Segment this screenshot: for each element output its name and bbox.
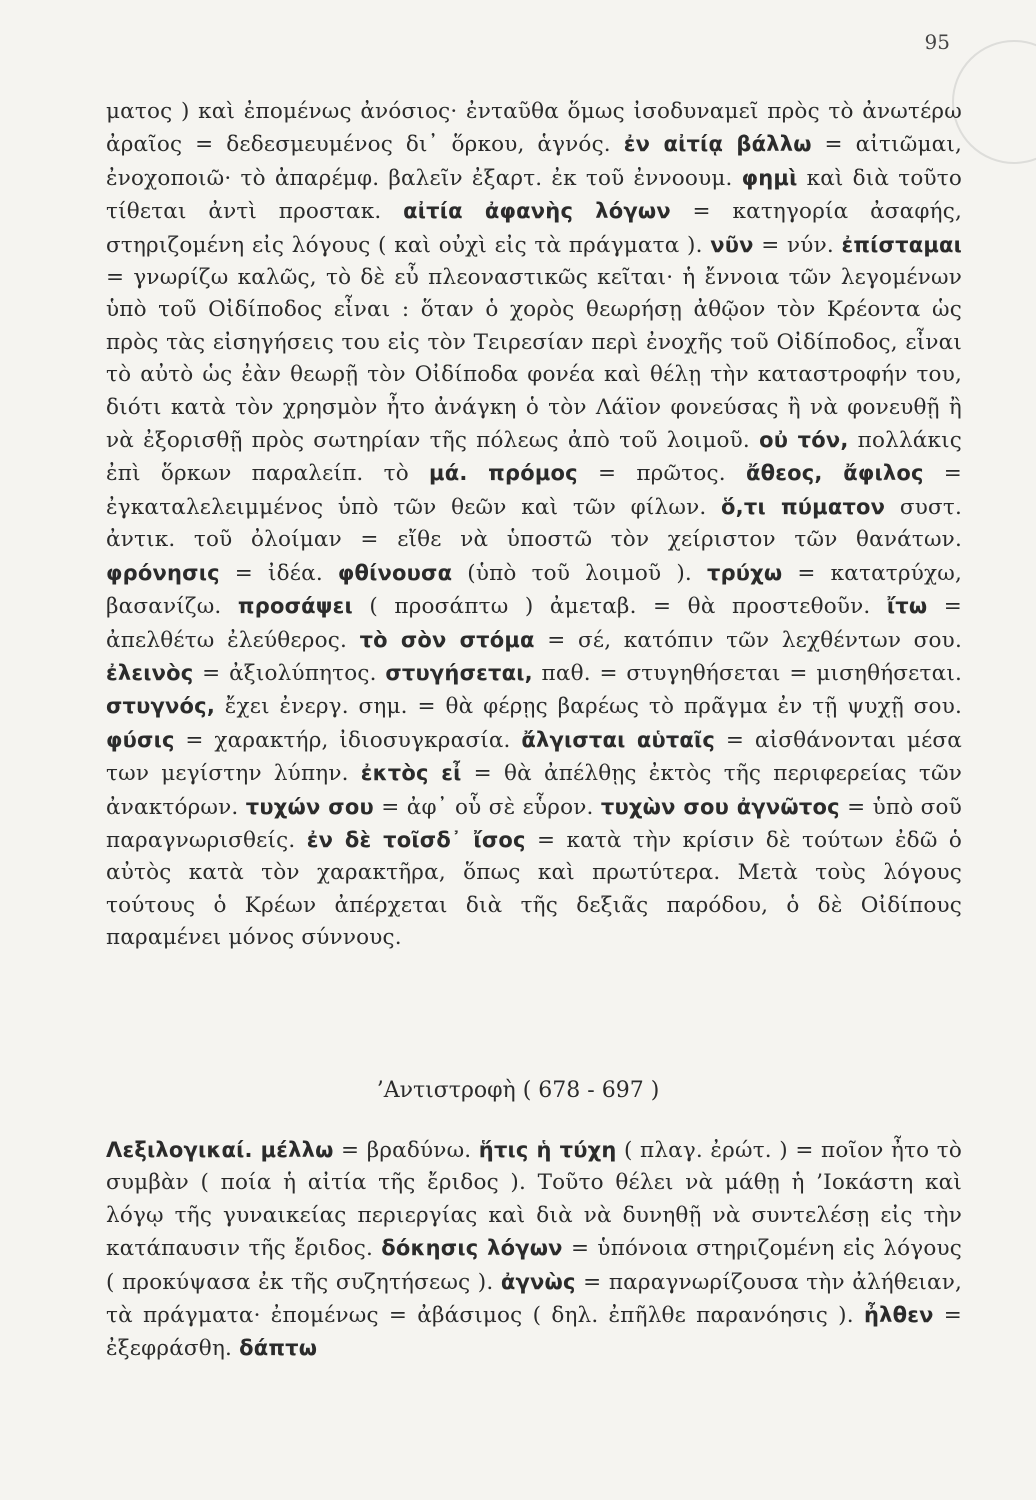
lemma-term: ἥτις ἡ τύχη — [478, 1138, 617, 1162]
gloss-text: = πρῶτος. — [577, 461, 746, 487]
lemma-term: δόκησις λόγων — [381, 1236, 563, 1261]
gloss-text: πολλάκις ἐπὶ ὅρκων παραλείπ. τὸ — [106, 428, 963, 487]
section-heading: ’Αντιστροφὴ ( 678 - 697 ) — [376, 1078, 660, 1103]
lemma-term: οὐ τόν, — [759, 428, 849, 453]
lemma-term: φθίνουσα — [337, 560, 453, 585]
lemma-term: νῦν — [710, 232, 754, 257]
gloss-text: = κατηγορία ἀσαφής, στηριζομένη εἰς λόγους ( καὶ οὐχὶ εἰς τὰ πράγματα ). — [106, 199, 962, 258]
gloss-text: = ἀξιολύπητος. — [193, 660, 386, 686]
gloss-text: ( προσάπτω ) ἀμεταβ. = θὰ προστεθοῦν. — [352, 594, 887, 620]
lemma-term: αἰτία ἀφανὴς λόγων — [403, 199, 671, 224]
lemma-term: φρόνησις — [106, 560, 220, 585]
lemma-term: στυγήσεται, — [385, 660, 533, 685]
commentary-paragraph-1 — [106, 96, 962, 955]
paragraph-text — [106, 1134, 962, 1366]
lemma-term: ὅ,τι πύματον — [721, 494, 886, 519]
gloss-text: = αἰσθάνονται μέσα των μεγίστην λύπην. — [106, 727, 963, 787]
lemma-term: ἀγνὼς — [500, 1269, 576, 1294]
gloss-text: = ὑπόνοια στηριζομένη εἰς λόγους ( προκύψασα ἐκ τῆς συζητήσεως ). — [106, 1236, 962, 1295]
lemma-term: ἐλεινὸς — [106, 660, 194, 685]
lemma-term: ἦλθεν — [863, 1303, 934, 1328]
lemma-term: τὸ σὸν στόμα — [359, 627, 535, 652]
gloss-text: = κατατρύχω, βασανίζω. — [106, 560, 963, 620]
lemma-term: τρύχω — [706, 560, 783, 585]
gloss-text: = νύν. — [753, 232, 842, 258]
gloss-text: = ἀπελθέτω ἐλεύθερος. — [106, 594, 962, 653]
gloss-text: ματος ) καὶ ἐπομένως ἀνόσιος· ἐνταῦθα ὅμως ἰσοδυναμεῖ πρὸς τὸ ἀνωτέρω ἀραῖος = δεδεσμευμένος δι᾽ ὅρκου, ἁγνός. — [106, 99, 962, 158]
lemma-term: στυγνός, — [106, 694, 215, 719]
gloss-text: παθ. = στυγηθήσεται = μισηθήσεται. — [532, 660, 962, 686]
gloss-text: = ἐγκαταλελειμμένος ὑπὸ τῶν θεῶν καὶ τῶν φίλων. — [106, 461, 962, 520]
gloss-text: = βραδύνω. — [333, 1138, 479, 1163]
gloss-text: = κατὰ τὴν κρίσιν δὲ τούτων ἐδῶ ὁ αὐτὸς κατὰ τὸν χαρακτῆρα, ὅπως καὶ πρωτύτερα. Μετὰ τοὺς λόγους τούτους ὁ Κρέων ἀπέρχεται διὰ τῆς δεξιᾶς παρόδου, ὁ δὲ Οἰδίπους παραμένει μόνος σύννους. — [106, 827, 963, 951]
lemma-term: Λεξιλογικαί. μέλλω — [106, 1138, 334, 1162]
lemma-term: ἐν αἰτίᾳ βάλλω — [623, 132, 812, 157]
lemma-term: ἄλγισται αὑταῖς — [521, 727, 716, 752]
library-stamp — [952, 40, 1036, 164]
gloss-text: = χαρακτήρ, ἰδιοσυγκρασία. — [174, 727, 522, 753]
gloss-text: (ὑπὸ τοῦ λοιμοῦ ). — [452, 560, 707, 586]
lemma-term: τυχών σου — [245, 794, 374, 819]
gloss-text: = ἀφ᾽ οὗ σὲ εὗρον. — [373, 794, 601, 820]
gloss-text: = ἰδέα. — [219, 560, 338, 586]
gloss-text: = ἐξεφράσθη. — [106, 1303, 963, 1362]
gloss-text: = σέ, κατόπιν τῶν λεχθέντων σου. — [534, 627, 962, 653]
lemma-term: μά. πρόμος — [429, 461, 578, 486]
gloss-text: καὶ διὰ τοῦτο τίθεται ἀντὶ προστακ. — [106, 165, 962, 225]
gloss-text: ( πλαγ. ἐρώτ. ) = ποῖον ἦτο τὸ συμβὰν ( ποία ἡ αἰτία τῆς ἔριδος ). Τοῦτο θέλει νὰ μάθῃ ἡ ’Ιοκάστη καὶ λόγῳ τῆς γυναικείας περιεργίας καὶ διὰ νὰ δυνηθῇ νὰ συντελέσῃ εἰς τὴν κατάπαυσιν τῆς ἔριδος. — [106, 1138, 963, 1262]
lemma-term: τυχὼν σου ἀγνῶτος — [600, 794, 840, 819]
page-number: 95 — [924, 30, 950, 54]
gloss-text: ἔχει ἐνεργ. σημ. = θὰ φέρῃς βαρέως τὸ πρᾶγμα ἐν τῇ ψυχῇ σου. — [215, 694, 962, 720]
paragraph-text — [106, 96, 962, 955]
gloss-text: συστ. ἀντικ. τοῦ ὀλοίμαν = εἴθε νὰ ὑποστῶ τὸν χείριστον τῶν θανάτων. — [106, 494, 962, 553]
gloss-text: = αἰτιῶμαι, ἐνοχοποιῶ· τὸ ἀπαρέμφ. βαλεῖν ἐξαρτ. ἐκ τοῦ ἐννοουμ. — [106, 132, 962, 191]
commentary-paragraph-2 — [106, 1134, 962, 1366]
gloss-text: = θὰ ἀπέλθῃς ἐκτὸς τῆς περιφερείας τῶν ἀνακτόρων. — [106, 761, 962, 820]
lemma-term: δάπτω — [239, 1336, 318, 1361]
lemma-term: προσάψει — [237, 594, 353, 619]
lemma-term: ἐν δὲ τοῖσδ᾽ ἴσος — [306, 827, 526, 852]
lemma-term: φύσις — [106, 727, 175, 752]
lemma-term: ἐκτὸς εἶ — [360, 761, 462, 786]
gloss-text: = ὑπὸ σοῦ παραγνωρισθείς. — [106, 794, 962, 853]
lemma-term: ἐπίσταμαι — [841, 232, 962, 257]
gloss-text: = παραγνωρίζουσα τὴν ἀλήθειαν, τὰ πράγματα· ἐπομένως = ἀβάσιμος ( δηλ. ἐπῆλθε παρανόησις ). — [106, 1269, 962, 1329]
lemma-term: φημὶ — [741, 165, 798, 190]
gloss-text: = γνωρίζω καλῶς, τὸ δὲ εὖ πλεοναστικῶς κεῖται· ἡ ἔννοια τῶν λεγομένων ὑπὸ τοῦ Οἰδίποδος εἶναι : ὅταν ὁ χορὸς θεωρήσῃ ἀθῷον τὸν Κρέοντα ὡς πρὸς τὰς εἰσηγήσεις του εἰς τὸν Τειρεσίαν περὶ ἐνοχῆς τοῦ Οἰδίποδος, εἶναι τὸ αὐτὸ ὡς ἐὰν θεωρῇ τὸν Οἰδίποδα φονέα καὶ θέλῃ τὴν καταστροφήν του, διότι κατὰ τὸν χρησμὸν ἦτο ἀνάγκη ὁ τὸν Λάϊον φονεύσας ἢ νὰ φονευθῇ ἢ νὰ ἐξορισθῇ πρὸς σωτηρίαν τῆς πόλεως ἀπὸ τοῦ λοιμοῦ. — [106, 265, 962, 454]
lemma-term: ἴτω — [886, 594, 928, 619]
lemma-term: ἄθεος, ἄφιλος — [745, 461, 924, 486]
